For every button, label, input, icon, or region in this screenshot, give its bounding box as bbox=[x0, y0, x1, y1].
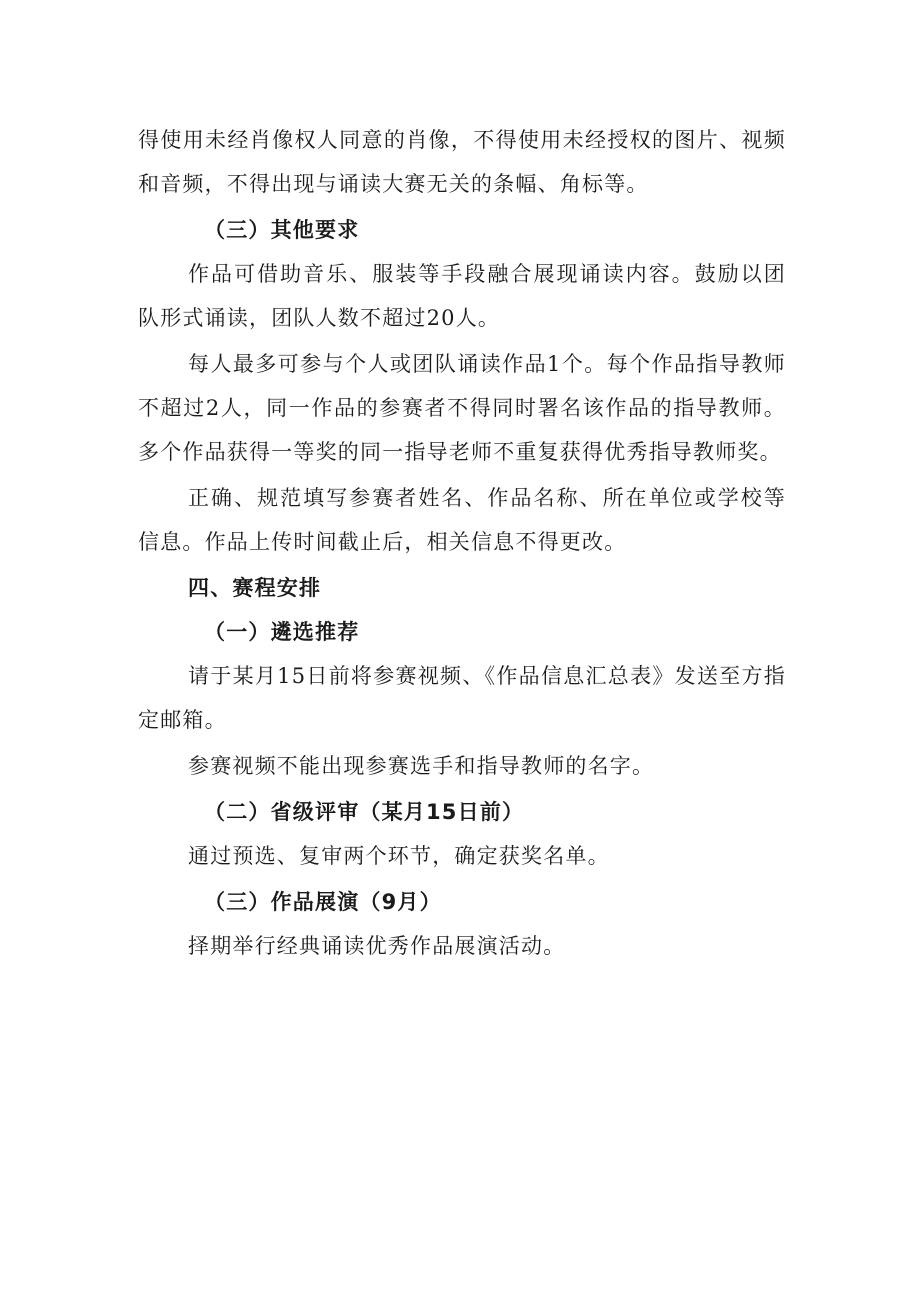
heading-selection: （一）遴选推荐 bbox=[204, 620, 360, 644]
paragraph-fill-info: 正确、规范填写参赛者姓名、作品名称、所在单位或学校等信息。作品上传时间截止后，相关信息不得更改。 bbox=[138, 486, 786, 554]
heading-other-requirements: （三）其他要求 bbox=[204, 218, 360, 242]
paragraph-portrait-rights: 得使用未经肖像权人同意的肖像，不得使用未经授权的图片、视频和音频，不得出现与诵读大赛无关的条幅、角标等。 bbox=[138, 128, 786, 196]
document-body bbox=[138, 118, 786, 970]
heading-showcase: （三）作品展演（9月） bbox=[204, 890, 442, 914]
paragraph-showcase-event: 择期举行经典诵读优秀作品展演活动。 bbox=[188, 934, 566, 958]
paragraph-review-process: 通过预选、复审两个环节，确定获奖名单。 bbox=[188, 844, 610, 868]
paragraph-no-names: 参赛视频不能出现参赛选手和指导教师的名字。 bbox=[188, 754, 655, 778]
heading-schedule: 四、赛程安排 bbox=[188, 576, 322, 600]
paragraph-music-costume: 作品可借助音乐、服装等手段融合展现诵读内容。鼓励以团队形式诵读，团队人数不超过20人。 bbox=[138, 262, 786, 330]
paragraph-participation-limit: 每人最多可参与个人或团队诵读作品1个。每个作品指导教师不超过2人，同一作品的参赛者不得同时署名该作品的指导教师。多个作品获得一等奖的同一指导老师不重复获得优秀指导教师奖。 bbox=[138, 352, 786, 464]
paragraph-submit-video: 请于某月15日前将参赛视频、《作品信息汇总表》发送至方指定邮箱。 bbox=[138, 664, 786, 732]
heading-provincial-review: （二）省级评审（某月15日前） bbox=[204, 800, 525, 824]
